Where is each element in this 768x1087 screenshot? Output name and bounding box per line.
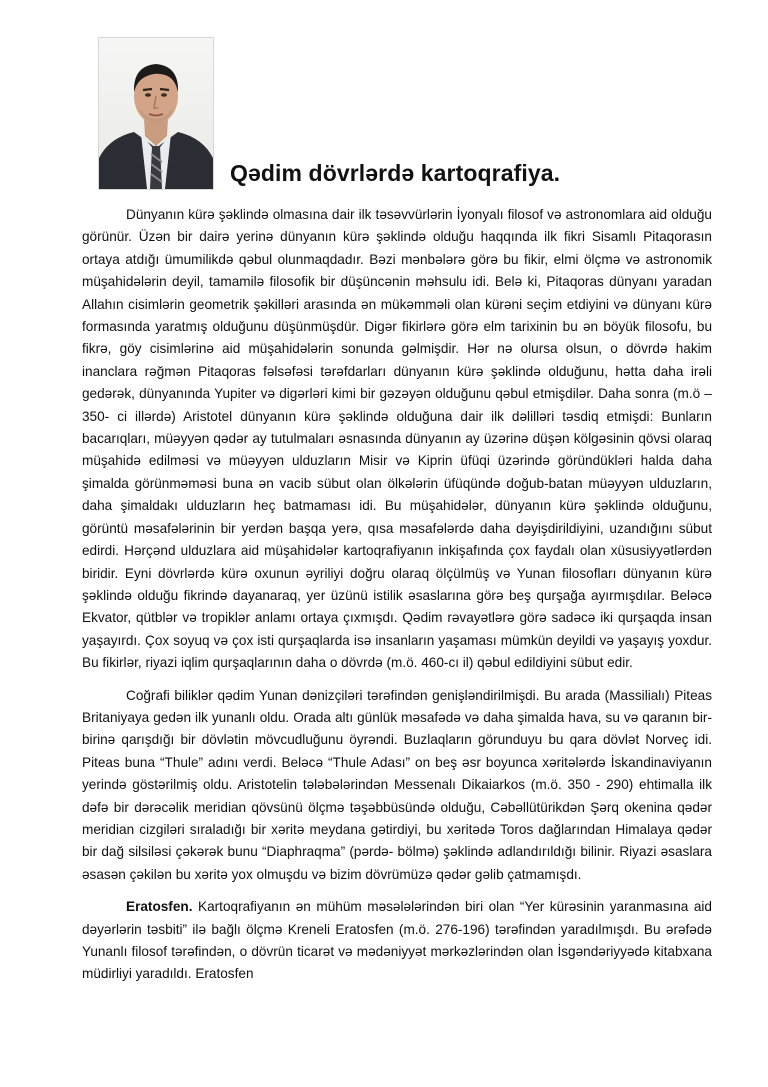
paragraph-spherical-earth <box>82 204 712 675</box>
paragraph-text: Dünyanın kürə şəklində olmasına dair ilk təsəvvürlərin İyonyalı filosof və astronomlara aid olduğu görünür. Üzən bir dairə yerinə dünyanın kürə şəklində olduğu haqqında ilk fikri Sisamlı Pitaqorasın ortaya atdığı ümumilikdə qəbul olunmaqdadır. Bəzi mənbələrə görə bu fikir, elmi ölçmə və astronomik müşahidələrin deyil, tamamilə filosofik bir düşüncənin məhsulu idi. Belə ki, Pitaqoras dünyanı yaradan Allahın cisimlərin geometrik şəkilləri arasında ən mükəmməli olan kürəni seçim etdiyini və dünyanı kürə formasında yaratmış olduğunu düşünmüşdür. Digər fikirlərə görə elm tarixinin bu ən böyük filosofu, bu fikrə, göy cisimlərinə aid müşahidələrin sonunda gəlmişdir. Hər nə olursa olsun, o dövrdə hakim inanclara rəğmən Pitaqoras fəlsəfəsi tərəfdarları dünyanın kürə şəklində olduğunu, hətta daha irəli gedərək, dünyanında Yupiter və digərləri kimi bir gəzəyən olduğunu qəbul etmişdilər. Daha sonra (m.ö –350- ci illərdə) Aristotel dünyanın kürə şəklində olduğuna dair ilk dəlilləri təsdiq etmişdi: Bunların bacarıqları, müəyyən qədər ay tutulmaları əsnasında dünyanın ay üzərinə düşən kölgəsinin qövsi olaraq müşahidə edilməsi və müəyyən ulduzların Misir və Kiprin üfüqi üzərində göründükləri halda daha şimalda görünməməsi buna ən vacib sübut olan ölkələrin üfüqündə doğub-batan müəyyən ulduzların, daha şimaldakı ulduzların heç batmaması idi. Bu müşahidələr, dünyanın kürə şəklində olduğunu, görüntü məsafələrinin bir yerdən başqa yerə, qısa məsafələrdə daha dəyişdirildiyini, uzandığını sübut edirdi. Hərçənd ulduzlara aid müşahidələr kartoqrafiyanın inkişafında çox faydalı olan xüsusiyyətlərdən biridir. Eyni dövrlərdə kürə oxunun əyriliyi doğru olaraq ölçülmüş və Yunan filosofları dünyanın kürə şəklində olduğu fikrində dayanaraq, yer üzünü istilik əsaslarına görə beş qurşağa ayırmışdılar. Beləcə Ekvator, qütblər və tropiklər anlamı ortaya çıxmışdı. Qədim rəvayətlərə görə sadəcə iki qurşaqda insan yaşayırdı. Çox soyuq və çox isti qurşaqlarda isə insanların yaşaması mümkün deyildi və yaşayış yoxdur. Bu fikirlər, riyazi iqlim qurşaqlarının daha o dövrdə (m.ö. 460-cı il) qəbul edildiyini sübut edir. <box>82 207 712 671</box>
paragraph-eratosthenes <box>82 896 712 986</box>
article-body <box>82 204 712 996</box>
paragraph-text: Coğrafi biliklər qədim Yunan dənizçiləri tərəfindən genişləndirilmişdi. Bu arada (Massilialı) Piteas Britaniyaya gedən ilk yunanlı oldu. Orada altı günlük məsafədə və daha şimalda hava, su və qaranın bir-birinə qarışdığı bir dövlətin mövcudluğunu öyrəndi. Buzlaqların görunduyu bu qara dövlət Norveç idi. Piteas buna “Thule” adını verdi. Beləcə “Thule Adası” on beş əsr boyunca xəritələrdə İskandinaviyanın yerində göstərilmiş oldu. Aristotelin tələbələrindən Messenalı Dikaiarkos (m.ö. 350 - 290) ehtimalla ilk dəfə bir dərəcəlik meridian qövsünü ölçmə təşəbbüsündə olduğu, Cəbəllütürikdən Şərq okenina qədər meridian cizgiləri sıraladığı bir xəritə meydana gətirdiyi, bu xəritədə Toros dağlarından Himalaya qədər bir dağ silsiləsi çəkərək bunu “Diaphraqma” (pərdə- bölmə) şəklində adlandırıldığı bilinir. Riyazi əsaslara əsasən çəkilən bu xəritə yox olmuşdu və bizim dövrümüzə qədər gəlib çatmamışdı. <box>82 687 712 882</box>
author-portrait-photo <box>98 37 214 190</box>
page-title: Qədim dövrlərdə kartoqrafiya. <box>230 160 561 186</box>
paragraph-geographic-knowledge <box>82 685 712 887</box>
paragraph-lead-heading: Eratosfen. <box>126 899 193 915</box>
portrait-illustration <box>99 38 213 189</box>
paragraph-text: Kartoqrafiyanın ən mühüm məsələlərindən biri olan “Yer kürəsinin yaranmasına aid dəyərlərin təsbiti” ilə bağlı ölçmə Kreneli Eratosfen (m.ö. 276-196) tərəfindən yaradılmışdı. Bu ərəfədə Yunanlı filosof tərəfindən, o dövrün ticarət və mədəniyyət mərkəzlərindən olan İsgəndəriyyədə kitabxana müdirliyi yaradıldı. Eratosfen <box>82 899 712 982</box>
